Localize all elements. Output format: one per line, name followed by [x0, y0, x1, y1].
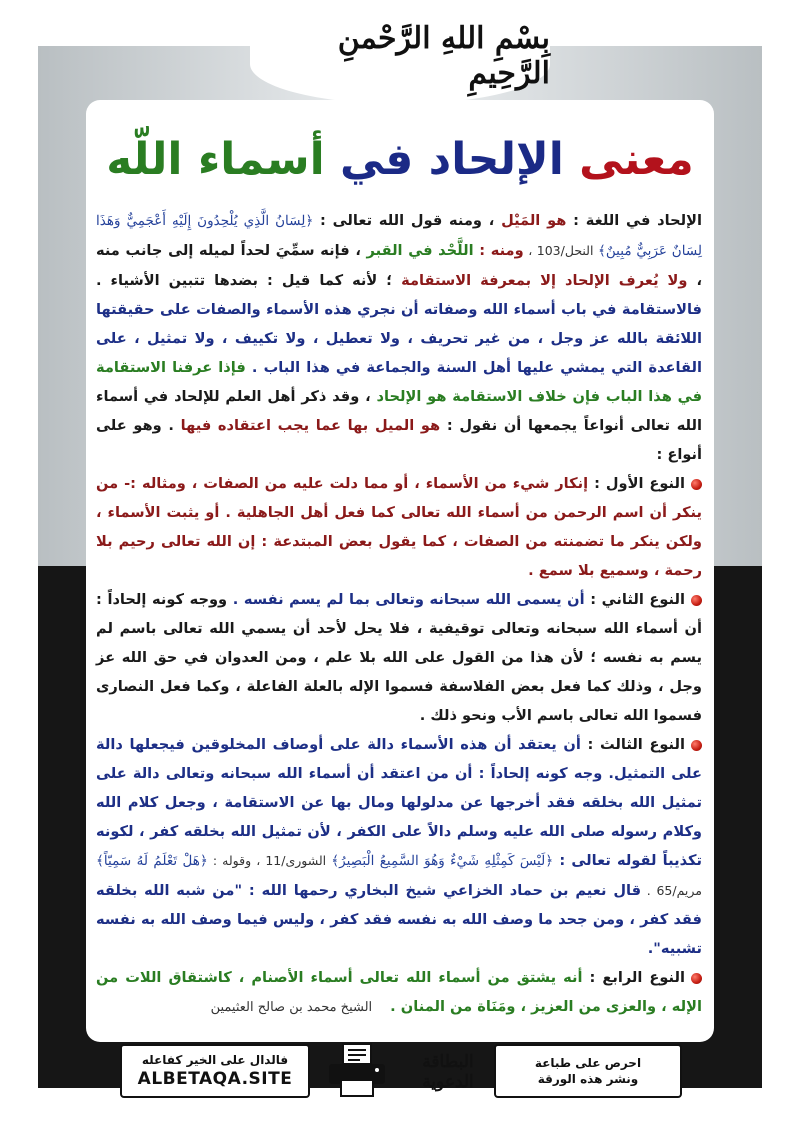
- intro-paragraph: [96, 206, 702, 469]
- red-bullet-icon: [691, 479, 702, 490]
- printer-icon: [326, 1042, 388, 1098]
- red-bullet-icon: [691, 595, 702, 606]
- type-four-paragraph: [96, 963, 702, 1022]
- logo-text: الدعوية: [422, 1072, 474, 1092]
- title-part-3: أسماء اللّه: [106, 134, 325, 185]
- text-segment: إن الله تعالى رحيم بلا رحمة ، وسميع بلا سمع .: [96, 533, 702, 579]
- text-segment: الإلحاد في اللغة :: [566, 212, 702, 229]
- verse-reference: النحل/103 ،: [523, 243, 598, 258]
- text-segment: أن يسمى الله سبحانه وتعالى بما لم يسم نفسه .: [227, 591, 585, 608]
- type-label: النوع الثاني :: [584, 591, 685, 608]
- text-segment: هو المَيْل: [501, 212, 567, 229]
- basmala-banner: [250, 8, 550, 104]
- print-call-box: [494, 1044, 682, 1098]
- text-segment: . وهو على أنواع :: [96, 417, 702, 463]
- footer-call-line: احرص على طباعة: [534, 1056, 642, 1070]
- quran-verse: ﴿هَلْ تَعْلَمُ لَهُ سَمِيّاً﴾: [96, 853, 208, 869]
- type-label: النوع الأول :: [588, 475, 685, 492]
- author-name: الشيخ محمد بن صالح العثيمين: [210, 1000, 373, 1015]
- verse-reference: الشورى/11 ، وقوله :: [207, 853, 332, 868]
- text-segment: هو الميل بها عما يجب اعتقاده فيها: [180, 417, 441, 434]
- quran-verse: ﴿لِسَانُ الَّذِي يُلْحِدُونَ إِلَيْهِ أَعْجَمِيٌّ وَهَذَا لِسَانٌ عَرَبِيٌّ مُبِينٌ﴾: [96, 213, 702, 259]
- type-two-paragraph: [96, 585, 702, 730]
- text-segment: ، فإنه سمِّيَ لحداً لميله إلى جانب منه ،: [96, 242, 703, 289]
- type-three-paragraph: [96, 730, 702, 963]
- footer-call-line: ونشر هذه الورقة: [537, 1072, 639, 1086]
- article-body: [96, 206, 702, 1022]
- text-segment: اللَّحْد في القبر: [366, 242, 474, 259]
- page-title: [86, 128, 714, 192]
- text-segment: إنكار شيء من الأسماء ، أو مما دلت عليه من الصفات ، ومثاله :- من ينكر أن اسم الرحمن من أسماء الله تعالى كما فعل أهل الجاهلية . أو يثبت الأسماء ، ولكن ينكر ما تضمنته من الصفات ، كما يقول بعض المبتدعة :: [96, 475, 702, 550]
- type-one-paragraph: [96, 469, 702, 585]
- text-segment: فالاستقامة في باب أسماء الله وصفاته أن نجري هذه الأسماء والصفات على حقيقتها اللائقة بالله عز وجل ، من غير تحريف ، ولا تعطيل ، ولا تكييف ، ولا تمثيل ، على القاعدة التي يمشي عليها أهل السنة والجماعة في هذا الباب .: [96, 301, 702, 376]
- logo-text: البطاقة: [422, 1052, 474, 1072]
- website-link[interactable]: ALBETAQA.SITE: [137, 1069, 293, 1089]
- quran-verse: ﴿لَيْسَ كَمِثْلِهِ شَيْءٌ وَهُوَ السَّمِيعُ الْبَصِيرُ﴾: [331, 853, 554, 869]
- red-bullet-icon: [691, 973, 702, 984]
- text-segment: فإذا عرفنا الاستقامة في هذا الباب فإن خلاف الاستقامة هو الإلحاد: [96, 359, 702, 405]
- text-segment: أنه يشتق من أسماء الله تعالى أسماء الأصنام ، كاشتقاق اللات من الإله ، والعزى من العزيز ، ومَنَاة من المنان .: [96, 969, 702, 1015]
- footer-bar: [120, 1040, 682, 1110]
- type-label: النوع الرابع :: [582, 969, 685, 986]
- text-segment: قال نعيم بن حماد الخزاعي شيخ البخاري رحمها الله : "من شبه الله بخلقه فقد كفر ، ومن جحد ما وصف الله به نفسه فقد كفر ، وليس فيما وصف الله به نفسه تشبيه".: [96, 882, 702, 957]
- text-segment: ، وقد ذكر أهل العلم للإلحاد في أسماء الله تعالى أنواعاً يجمعها أن نقول :: [96, 388, 702, 434]
- type-label: النوع الثالث :: [580, 736, 686, 753]
- text-segment: ، ومنه قول الله تعالى :: [313, 212, 502, 229]
- text-segment: أن يعتقد أن هذه الأسماء دالة على أوصاف المخلوقين فيجعلها دالة على التمثيل. وجه كونه إلحاداً : أن من اعتقد أن أسماء الله سبحانه وتعالى دالة على تمثيل الله بخلقه فقد أخرجها عن مدلولها ومال بها عن الاستقامة ، وجعل كلام الله وكلام رسوله صلى الله عليه وسلم دالاً على الكفر ، لأن تمثيل الله بخلقه كفر ، لكونه تكذيباً لقوله تعالى :: [96, 736, 702, 869]
- red-bullet-icon: [691, 740, 702, 751]
- brand-logo: [406, 1040, 490, 1104]
- text-segment: ووجه كونه إلحاداً : أن أسماء الله سبحانه وتعالى توقيفية ، فلا يحل لأحد أن يسمي الله تعالى باسم لم يسم به نفسه ؛ لأن هذا من القول على الله بلا علم ، ومن العدوان في حق الله عز وجل ، وذلك كما فعل بعض الفلاسفة فسموا الإله بالعلة الفاعلة ، وكما فعل النصارى فسموا الله تعالى باسم الأب ونحو ذلك .: [96, 591, 702, 724]
- title-part-2: الإلحاد في: [340, 134, 564, 185]
- footer-slogan: فالدال على الخير كفاعله: [141, 1053, 289, 1067]
- verse-reference: مريم/65 .: [641, 883, 702, 898]
- text-segment: ومنه :: [473, 242, 524, 259]
- website-box[interactable]: [120, 1044, 310, 1098]
- basmala-text: بِسْمِ اللهِ الرَّحْمنِ الرَّحِيمِ: [337, 21, 550, 91]
- title-part-1: معنى: [579, 134, 694, 185]
- text-segment: ولا يُعرف الإلحاد إلا بمعرفة الاستقامة: [401, 272, 688, 289]
- text-segment: ؛ لأنه كما قيل : بضدها تتبين الأشياء .: [96, 272, 402, 289]
